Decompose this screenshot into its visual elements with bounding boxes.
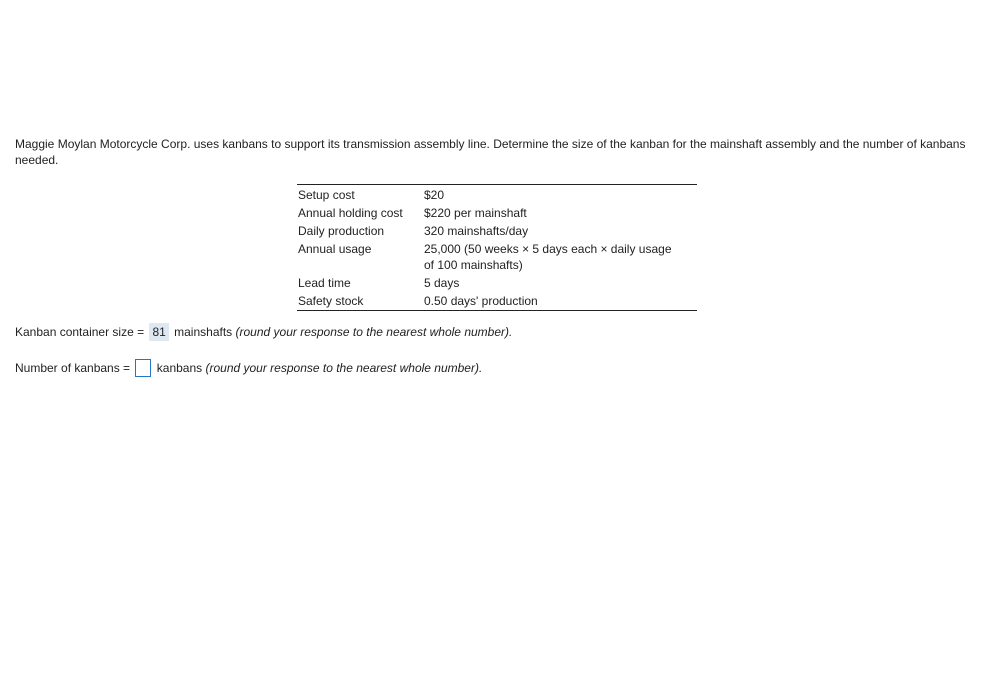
container-size-unit: mainshafts xyxy=(174,325,233,339)
row-value: 320 mainshafts/day xyxy=(424,224,529,238)
row-label: Safety stock xyxy=(298,294,364,308)
row-value: 5 days xyxy=(424,276,460,290)
kanbans-unit: kanbans xyxy=(156,361,203,375)
row-label: Daily production xyxy=(298,224,385,238)
row-value: 0.50 days' production xyxy=(424,294,538,308)
row-value xyxy=(424,239,697,273)
container-size-label: Kanban container size = xyxy=(15,325,145,339)
kanbans-answer-line xyxy=(15,359,482,378)
row-label: Lead time xyxy=(298,276,351,290)
row-value: $220 per mainshaft xyxy=(424,206,527,220)
table-row xyxy=(297,185,697,204)
kanbans-hint: (round your response to the nearest whole number). xyxy=(205,361,483,375)
given-data-table xyxy=(297,184,697,311)
table-row xyxy=(297,291,697,311)
row-label: Annual holding cost xyxy=(298,206,403,220)
row-label: Annual usage xyxy=(298,242,372,256)
container-size-answer[interactable]: 81 xyxy=(149,323,168,341)
table-row xyxy=(297,221,697,239)
row-label: Setup cost xyxy=(298,188,355,202)
question-text: Maggie Moylan Motorcycle Corp. uses kanbans to support its transmission assembly line. Determine the size of the kanban for the mainshaft assembly and the number of kanbans needed. xyxy=(15,137,966,167)
row-value-line: of 100 mainshafts) xyxy=(424,258,523,272)
row-value: $20 xyxy=(424,188,445,202)
container-size-answer-line xyxy=(15,323,512,341)
table-row xyxy=(297,203,697,221)
kanbans-label: Number of kanbans = xyxy=(15,361,131,375)
row-value-line: 25,000 (50 weeks × 5 days each × daily usage xyxy=(424,242,672,256)
table-row xyxy=(297,273,697,291)
kanbans-input[interactable] xyxy=(135,359,151,377)
table-row xyxy=(297,239,697,273)
container-size-hint: (round your response to the nearest whole number). xyxy=(235,325,513,339)
